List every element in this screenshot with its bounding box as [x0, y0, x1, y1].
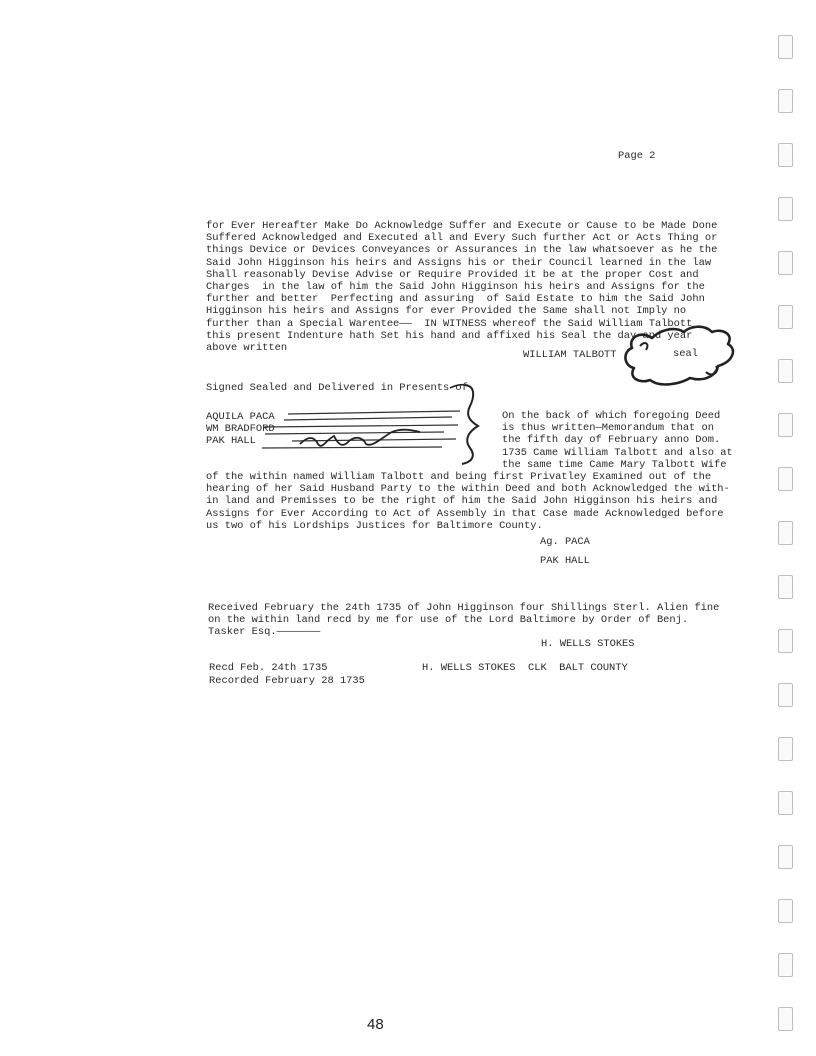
witness-intro: Signed Sealed and Delivered in Presents of — [206, 382, 468, 394]
body-line: further and better Perfecting and assuring of Said Estate to him the Said John — [206, 293, 705, 306]
witness-list — [206, 411, 275, 448]
acknowledgment-paragraph — [206, 471, 730, 532]
acknowledgment-line: hearing of her Said Husband Party to the within Deed and both Acknowledged the with- — [206, 483, 730, 496]
body-line: Charges in the law of him the Said John Higginson his heirs and Assigns for the — [206, 281, 705, 294]
signature-name: WILLIAM TALBOTT — [523, 349, 617, 361]
body-line: Shall reasonably Devise Advise or Require Provided it be at the proper Cost and — [206, 268, 699, 281]
body-line: Higginson his heirs and Assigns for ever Provided the Same shall not Imply no — [206, 305, 687, 318]
memorandum-line: On the back of which foregoing Deed — [502, 410, 721, 422]
acknowledgment-line: of the within named William Talbott and being first Privatley Examined out of the — [206, 471, 712, 483]
clerk-signature: H. WELLS STOKES CLK BALT COUNTY — [422, 662, 628, 674]
receipt-signer: H. WELLS STOKES — [541, 638, 635, 650]
page-label: Page 2 — [618, 150, 656, 162]
seal-label: seal — [673, 348, 698, 360]
recorded-date: Recorded February 28 1735 — [209, 675, 365, 687]
acknowledgment-line: in land and Premisses to be the right of him the Said John Higginson his heirs and — [206, 495, 718, 508]
memorandum-block — [502, 410, 733, 471]
memorandum-line: 1735 Came William Talbott and also at — [502, 446, 733, 459]
receipt-line: Tasker Esq.——————— — [208, 626, 321, 639]
body-line: things Device or Devices Conveyances or Assurances in the law whatsoever as he the — [206, 244, 718, 257]
memorandum-line: the same time Came Mary Talbott Wife — [502, 458, 727, 471]
witness-name: WM BRADFORD — [206, 423, 275, 436]
witness-name: AQUILA PACA — [206, 411, 275, 423]
justice-signature: Ag. PACA — [540, 536, 590, 548]
receipt-line: Received February the 24th 1735 of John Higginson four Shillings Sterl. Alien fine — [208, 602, 720, 614]
witness-name: PAK HALL — [206, 435, 256, 448]
memorandum-line: is thus written—Memorandum that on — [502, 422, 715, 435]
body-line: Said John Higginson his heirs and Assigns his or their Council learned in the law — [206, 256, 712, 269]
acknowledgment-line: us two of his Lordships Justices for Baltimore County. — [206, 519, 543, 532]
acknowledgment-line: Assigns for Ever According to Act of Assembly in that Case made Acknowledged before — [206, 507, 724, 520]
memorandum-line: the fifth day of February anno Dom. — [502, 434, 721, 447]
body-line: this present Indenture hath Set his hand and affixed his Seal the day and year — [206, 329, 693, 342]
receipt-line: on the within land recd by me for use of the Lord Baltimore by Order of Benj. — [208, 614, 689, 627]
page-number: 48 — [367, 1016, 384, 1033]
recd-date: Recd Feb. 24th 1735 — [209, 662, 328, 674]
receipt-paragraph — [208, 602, 719, 639]
body-line: above written — [206, 342, 288, 355]
body-line: further than a Special Warentee—— IN WITNESS whereof the Said William Talbott — [206, 317, 693, 330]
witness-brace — [462, 385, 478, 464]
body-line: Suffered Acknowledged and Executed all and Every Such further Act or Acts Thing or — [206, 232, 718, 245]
body-line: for Ever Hereafter Make Do Acknowledge Suffer and Execute or Cause to be Made Done — [206, 220, 718, 232]
justice-signature: PAK HALL — [540, 555, 590, 567]
